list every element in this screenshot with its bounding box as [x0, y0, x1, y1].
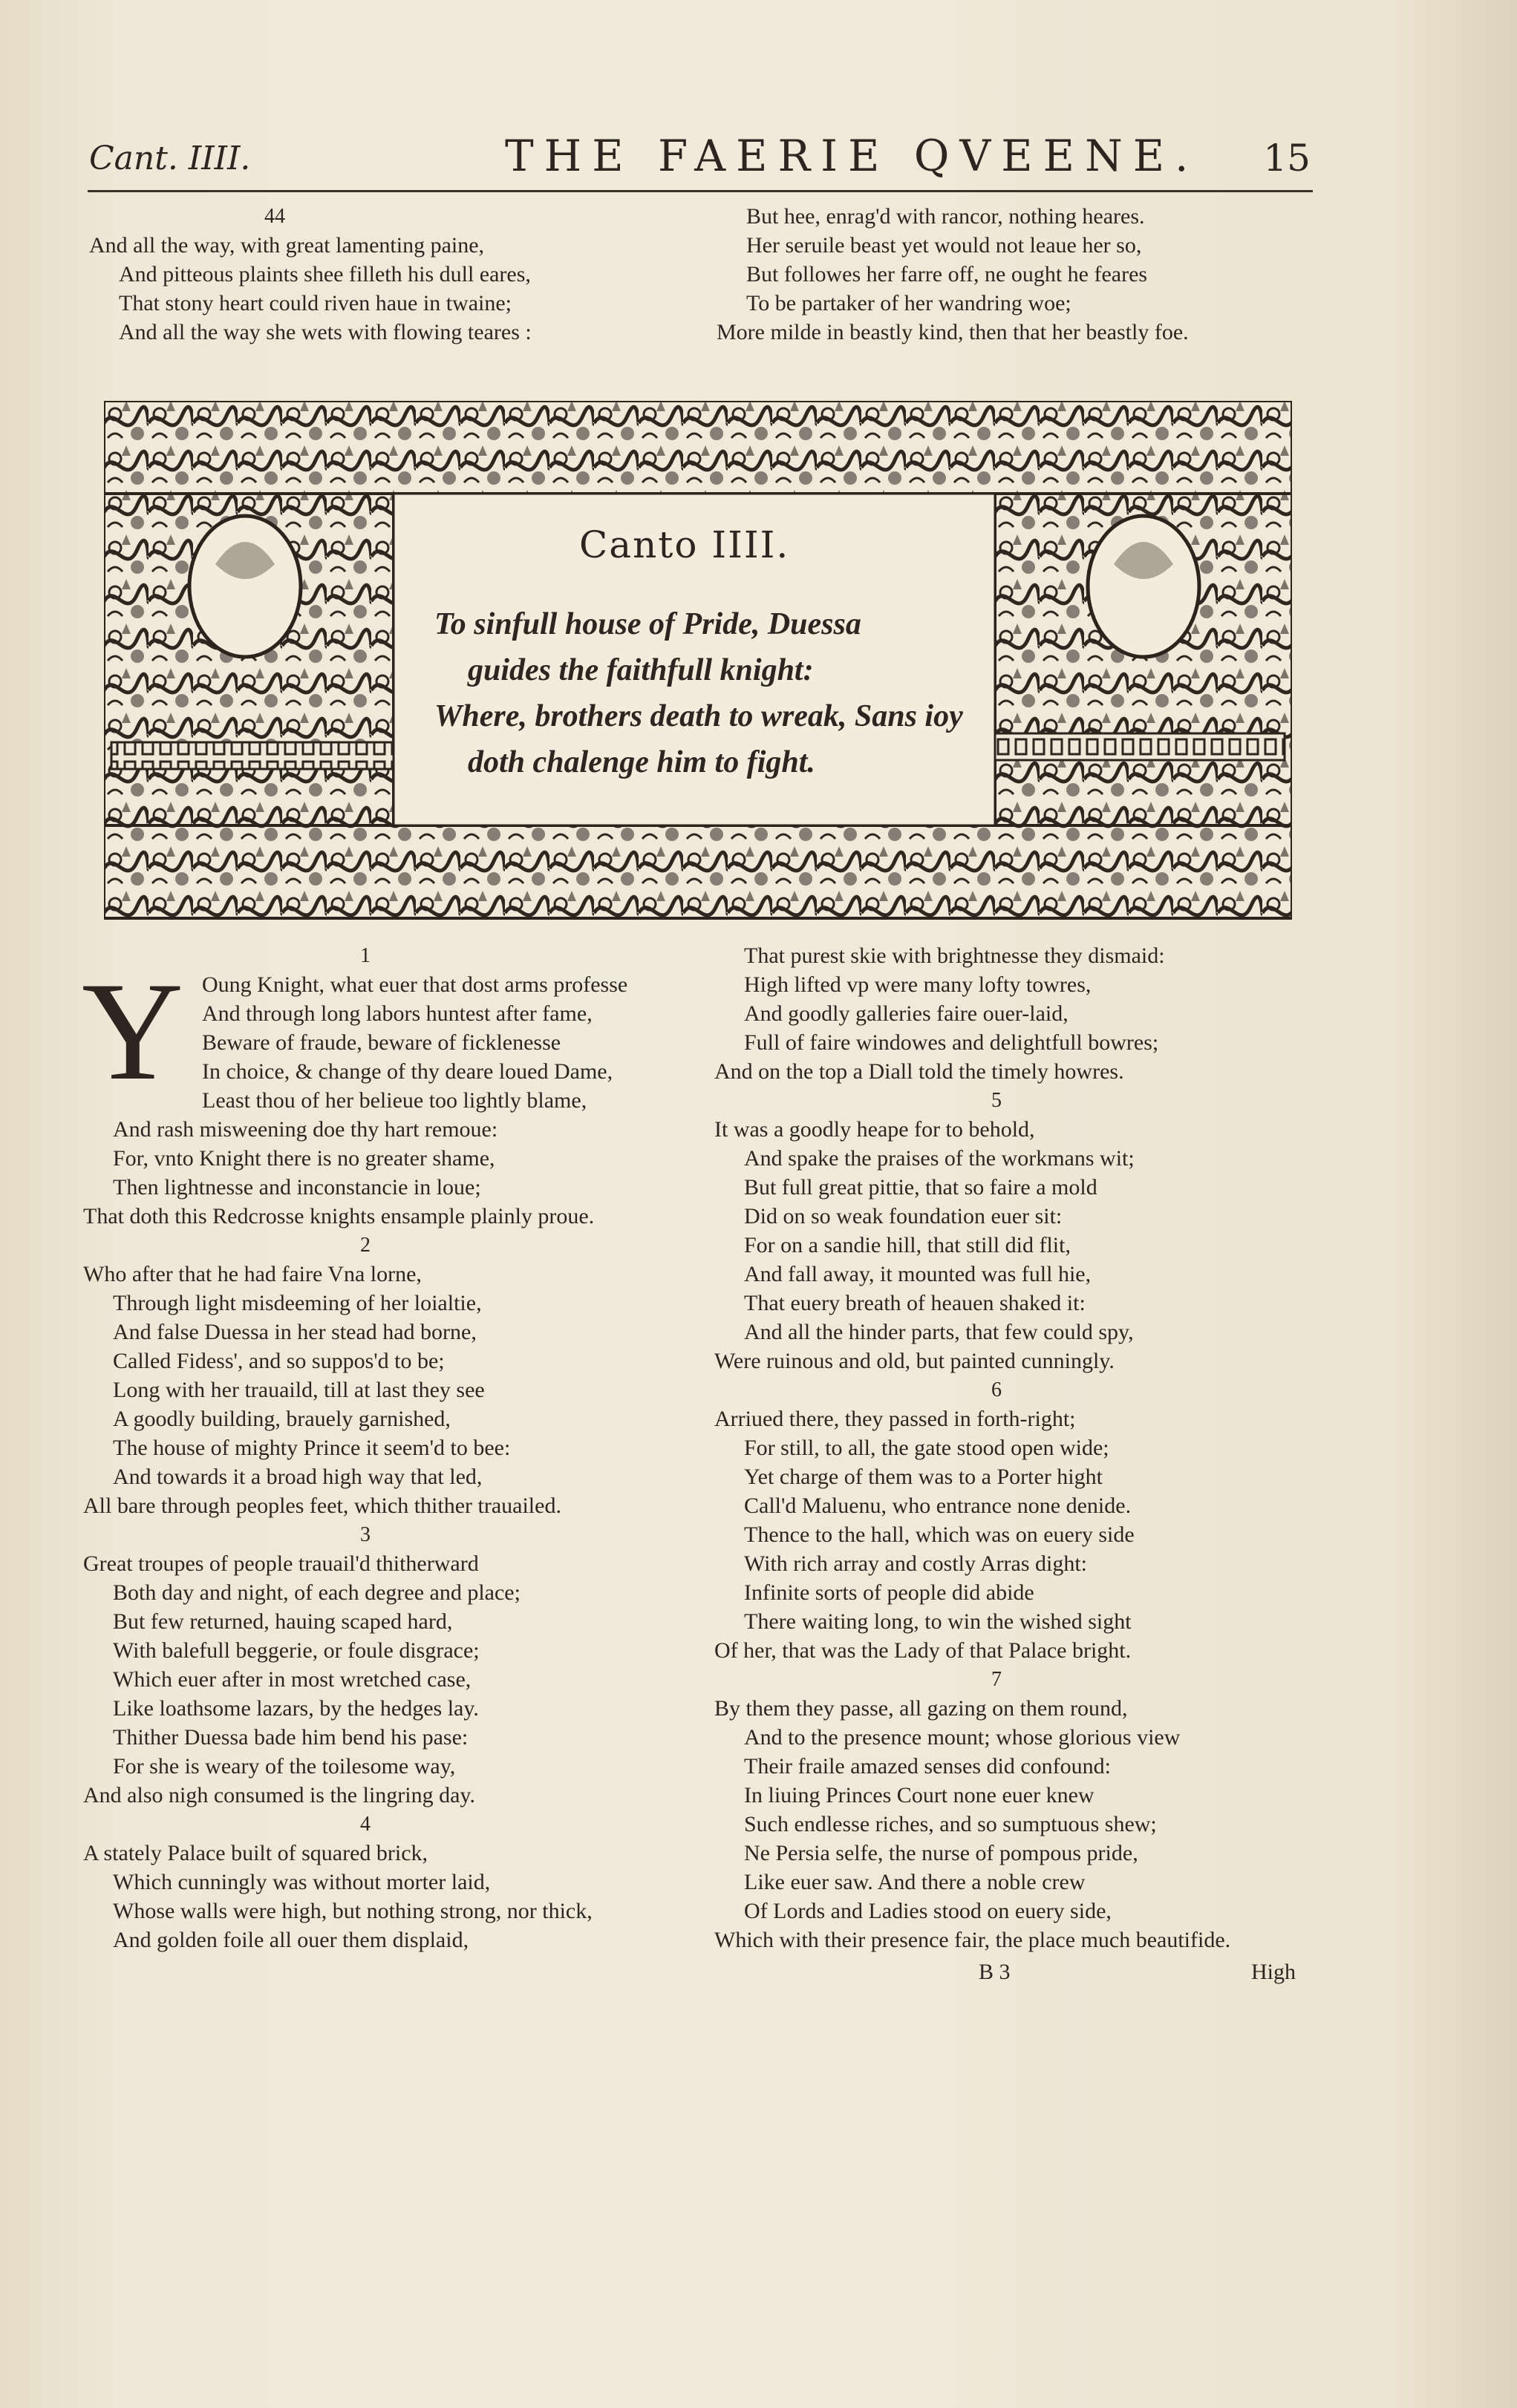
stanza-number: 6	[991, 1378, 1002, 1401]
right-column	[714, 941, 1353, 1954]
verse-line: Whose walls were high, but nothing strong, nor thick,	[113, 1899, 593, 1923]
argument-line: doth chalenge him to fight.	[468, 745, 815, 779]
signature-mark: B 3	[979, 1960, 1011, 1984]
verse-line: Of Lords and Ladies stood on euery side,	[744, 1899, 1112, 1923]
stanza	[714, 1086, 1353, 1375]
verse-line: Beware of fraude, beware of ficklenesse	[202, 1030, 561, 1055]
verse-line: That purest skie with brightnesse they dismaid:	[744, 943, 1165, 968]
verse-line: For on a sandie hill, that still did flit,	[744, 1233, 1071, 1257]
verse-line: More milde in beastly kind, then that her beastly foe.	[717, 320, 1189, 344]
verse-line: Infinite sorts of people did abide	[744, 1580, 1034, 1605]
verse-line: Long with her trauaild, till at last they see	[113, 1378, 485, 1402]
verse-line: And all the way she wets with flowing teares :	[119, 320, 532, 344]
verse-line: That doth this Redcrosse knights ensample plainly proue.	[83, 1204, 595, 1228]
verse-line: And spake the praises of the workmans wit;	[744, 1146, 1135, 1171]
verse-line: Yet charge of them was to a Porter hight	[744, 1465, 1103, 1489]
canto-argument	[434, 601, 963, 785]
stanza	[714, 1665, 1353, 1954]
running-head-title: THE FAERIE QVEENE.	[505, 131, 1199, 181]
verse-line: Called Fidess', and so suppos'd to be;	[113, 1349, 445, 1373]
stanza-number: 3	[360, 1523, 371, 1546]
verse-line: And to the presence mount; whose glorious view	[744, 1725, 1181, 1750]
verse-line: But full great pittie, that so faire a mold	[744, 1175, 1097, 1200]
verse-line: Such endlesse riches, and so sumptuous shew;	[744, 1812, 1157, 1836]
argument-line: guides the faithfull knight:	[468, 653, 814, 687]
argument-line: To sinfull house of Pride, Duessa	[434, 607, 861, 641]
stanza-number: 4	[360, 1813, 371, 1836]
verse-line: And through long labors huntest after fame,	[202, 1001, 593, 1026]
verse-line: And also nigh consumed is the lingring day.	[83, 1783, 475, 1807]
verse-line: Through light misdeeming of her loialtie,	[113, 1291, 482, 1315]
verse-line: For, vnto Knight there is no greater shame,	[113, 1146, 495, 1171]
verse-line: Which cunningly was without morter laid,	[113, 1870, 491, 1894]
verse-line: And goodly galleries faire ouer-laid,	[744, 1001, 1069, 1026]
verse-line: Both day and night, of each degree and place;	[113, 1580, 521, 1605]
head-rule	[88, 190, 1313, 192]
verse-line: There waiting long, to win the wished sight	[744, 1609, 1132, 1634]
verse-line: High lifted vp were many lofty towres,	[744, 972, 1092, 997]
argument-line: Where, brothers death to wreak, Sans ioy	[434, 699, 963, 733]
canto-title: Canto IIII.	[579, 523, 790, 566]
verse-line: With balefull beggerie, or foule disgrace;	[113, 1638, 480, 1663]
verse-line: And false Duessa in her stead had borne,	[113, 1320, 477, 1344]
verse-line: Which euer after in most wretched case,	[113, 1667, 472, 1692]
stanza-number: 5	[991, 1089, 1002, 1112]
verse-line: Of her, that was the Lady of that Palace bright.	[714, 1638, 1132, 1663]
verse-line: Ne Persia selfe, the nurse of pompous pride,	[744, 1841, 1138, 1865]
left-column	[83, 941, 677, 1954]
verse-line: But few returned, hauing scaped hard,	[113, 1609, 453, 1634]
verse-line: Did on so weak foundation euer sit:	[744, 1204, 1063, 1228]
stanza	[714, 941, 1353, 1086]
verse-line: It was a goodly heape for to behold,	[714, 1117, 1035, 1142]
verse-line: In liuing Princes Court none euer knew	[744, 1783, 1094, 1807]
verse-line: And on the top a Diall told the timely howres.	[714, 1059, 1124, 1084]
verse-line: But followes her farre off, ne ought he feares	[746, 262, 1148, 287]
verse-line: And fall away, it mounted was full hie,	[744, 1262, 1092, 1286]
verse-line: Full of faire windowes and delightfull bowres;	[744, 1030, 1159, 1055]
verse-line: Who after that he had faire Vna lorne,	[83, 1262, 422, 1286]
top-left-stanza	[89, 202, 653, 347]
top-right-stanza	[717, 202, 1333, 347]
verse-line: For she is weary of the toilesome way,	[113, 1754, 456, 1779]
verse-line: And all the hinder parts, that few could spy,	[744, 1320, 1134, 1344]
stanza	[83, 1810, 677, 1954]
verse-line: In choice, & change of thy deare loued Dame,	[202, 1059, 613, 1084]
verse-line: Thence to the hall, which was on euery side	[744, 1522, 1135, 1547]
running-head-canto: Cant. IIII.	[89, 140, 251, 177]
stanza	[83, 1520, 677, 1810]
verse-line: Then lightnesse and inconstancie in loue;	[113, 1175, 481, 1200]
verse-line: Arriued there, they passed in forth-right;	[714, 1407, 1076, 1431]
verse-line: That euery breath of heauen shaked it:	[744, 1291, 1086, 1315]
verse-line: Her seruile beast yet would not leaue her so,	[746, 233, 1142, 258]
verse-line: The house of mighty Prince it seem'd to bee:	[113, 1436, 511, 1460]
verse-line: To be partaker of her wandring woe;	[746, 291, 1071, 315]
verse-line: By them they passe, all gazing on them round,	[714, 1696, 1128, 1721]
verse-line: Were ruinous and old, but painted cunningly.	[714, 1349, 1115, 1373]
drop-cap: Y	[82, 954, 184, 1110]
verse-line: And golden foile all ouer them displaid,	[113, 1928, 469, 1952]
verse-line: All bare through peoples feet, which thither trauailed.	[83, 1493, 561, 1518]
stanza	[714, 1375, 1353, 1665]
verse-line: And pitteous plaints shee filleth his dull eares,	[119, 262, 531, 287]
verse-line: Great troupes of people trauail'd thitherward	[83, 1551, 479, 1576]
verse-line: But hee, enrag'd with rancor, nothing heares.	[746, 204, 1145, 229]
stanza	[83, 941, 677, 1231]
verse-line: And rash misweening doe thy hart remoue:	[113, 1117, 498, 1142]
verse-line: Least thou of her belieue too lightly blame,	[202, 1088, 587, 1113]
verse-line: Oung Knight, what euer that dost arms professe	[202, 972, 628, 997]
verse-line: Call'd Maluenu, who entrance none denide.	[744, 1493, 1132, 1518]
verse-line: And towards it a broad high way that led,	[113, 1465, 483, 1489]
verse-line: That stony heart could riven haue in twaine;	[119, 291, 512, 315]
verse-line: A stately Palace built of squared brick,	[83, 1841, 428, 1865]
stanza-number: 1	[360, 944, 371, 967]
running-head	[89, 126, 1311, 186]
stanza	[83, 1231, 677, 1520]
verse-line: Which with their presence fair, the place much beautifide.	[714, 1928, 1231, 1952]
catchword: High	[1251, 1960, 1296, 1984]
verse-line: And all the way, with great lamenting paine,	[89, 233, 485, 258]
verse-line: With rich array and costly Arras dight:	[744, 1551, 1087, 1576]
verse-line: A goodly building, brauely garnished,	[113, 1407, 451, 1431]
verse-line: Like loathsome lazars, by the hedges lay.	[113, 1696, 479, 1721]
verse-line: For still, to all, the gate stood open wide;	[744, 1436, 1109, 1460]
stanza-number: 44	[264, 205, 285, 228]
stanza-number: 2	[360, 1234, 371, 1257]
folio-number: 15	[1263, 137, 1311, 180]
verse-line: Thither Duessa bade him bend his pase:	[113, 1725, 469, 1750]
verse-line: Like euer saw. And there a noble crew	[744, 1870, 1086, 1894]
stanza-number: 7	[991, 1668, 1002, 1691]
verse-line: Their fraile amazed senses did confound:	[744, 1754, 1111, 1779]
